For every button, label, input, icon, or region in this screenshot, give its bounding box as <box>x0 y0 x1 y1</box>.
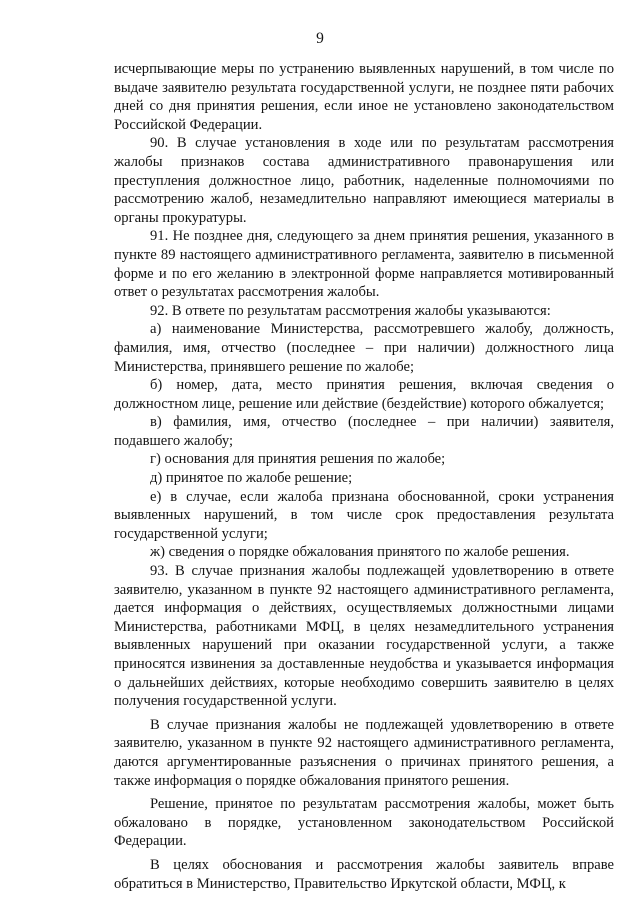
paragraph-90: 90. В случае установления в ходе или по результатам рассмотрения жалобы признаков состава административного правонарушения или преступления должностное лицо, работник, наделенные полномочиями по рассмотрению жалоб, незамедлительно направляют имеющиеся материалы в органы прокуратуры. <box>114 135 614 226</box>
list-item-b: б) номер, дата, место принятия решения, включая сведения о должностном лице, решение или действие (бездействие) которого обжалуется; <box>114 377 614 412</box>
list-item-e: е) в случае, если жалоба признана обоснованной, сроки устранения выявленных нарушений, в том числе срок предоставления результата государственной услуги; <box>114 488 614 542</box>
paragraph-93: 93. В случае признания жалобы подлежащей удовлетворению в ответе заявителю, указанном в пункте 92 настоящего административного регламента, дается информация о действиях, осуществляемых должностными лицами Министерства, работниками МФЦ, в целях незамедлительного устранения выявленных нарушений при оказании государственной услуги, а также приносятся извинения за доставленные неудобства и указывается информация о дальнейших действиях, которые необходимо совершить заявителю в целях получения государственной услуги. <box>114 563 614 710</box>
paragraph-92: 92. В ответе по результатам рассмотрения жалобы указываются: <box>150 302 551 319</box>
paragraph-appeal: Решение, принятое по результатам рассмотрения жалобы, может быть обжаловано в порядке, установленном законодательством Российской Федерации. <box>114 796 614 850</box>
list-item-a: а) наименование Министерства, рассмотревшего жалобу, должность, фамилия, имя, отчество (последнее – при наличии) должностного лица Министерства, принявшего решение по жалобе; <box>114 321 614 375</box>
document-body <box>114 60 614 893</box>
paragraph-justification: В целях обоснования и рассмотрения жалобы заявитель вправе обратиться в Министерство, Правительство Иркутской области, МФЦ, к <box>114 856 614 892</box>
paragraph-continuation: исчерпывающие меры по устранению выявленных нарушений, в том числе по выдаче заявителю результата государственной услуги, не позднее пяти рабочих дней со дня принятия решения, если иное не установлено законодательством Российской Федерации. <box>114 61 614 133</box>
list-item-zh: ж) сведения о порядке обжалования принятого по жалобе решения. <box>150 544 570 561</box>
paragraph-91: 91. Не позднее дня, следующего за днем принятия решения, указанного в пункте 89 настоящего административного регламента, заявителю в письменной форме и по его желанию в электронной форме направляется мотивированный ответ о результатах рассмотрения жалобы. <box>114 228 614 301</box>
list-item-g: г) основания для принятия решения по жалобе; <box>150 451 446 468</box>
page-number: 9 <box>316 30 324 47</box>
paragraph-rejection: В случае признания жалобы не подлежащей удовлетворению в ответе заявителю, указанном в пункте 92 настоящего административного регламента, даются аргументированные разъяснения о причинах принятого решения, а также информация о порядке обжалования принятого решения. <box>114 716 614 789</box>
list-item-d: д) принятое по жалобе решение; <box>150 470 353 487</box>
list-item-v: в) фамилия, имя, отчество (последнее – при наличии) заявителя, подавшего жалобу; <box>114 414 614 449</box>
